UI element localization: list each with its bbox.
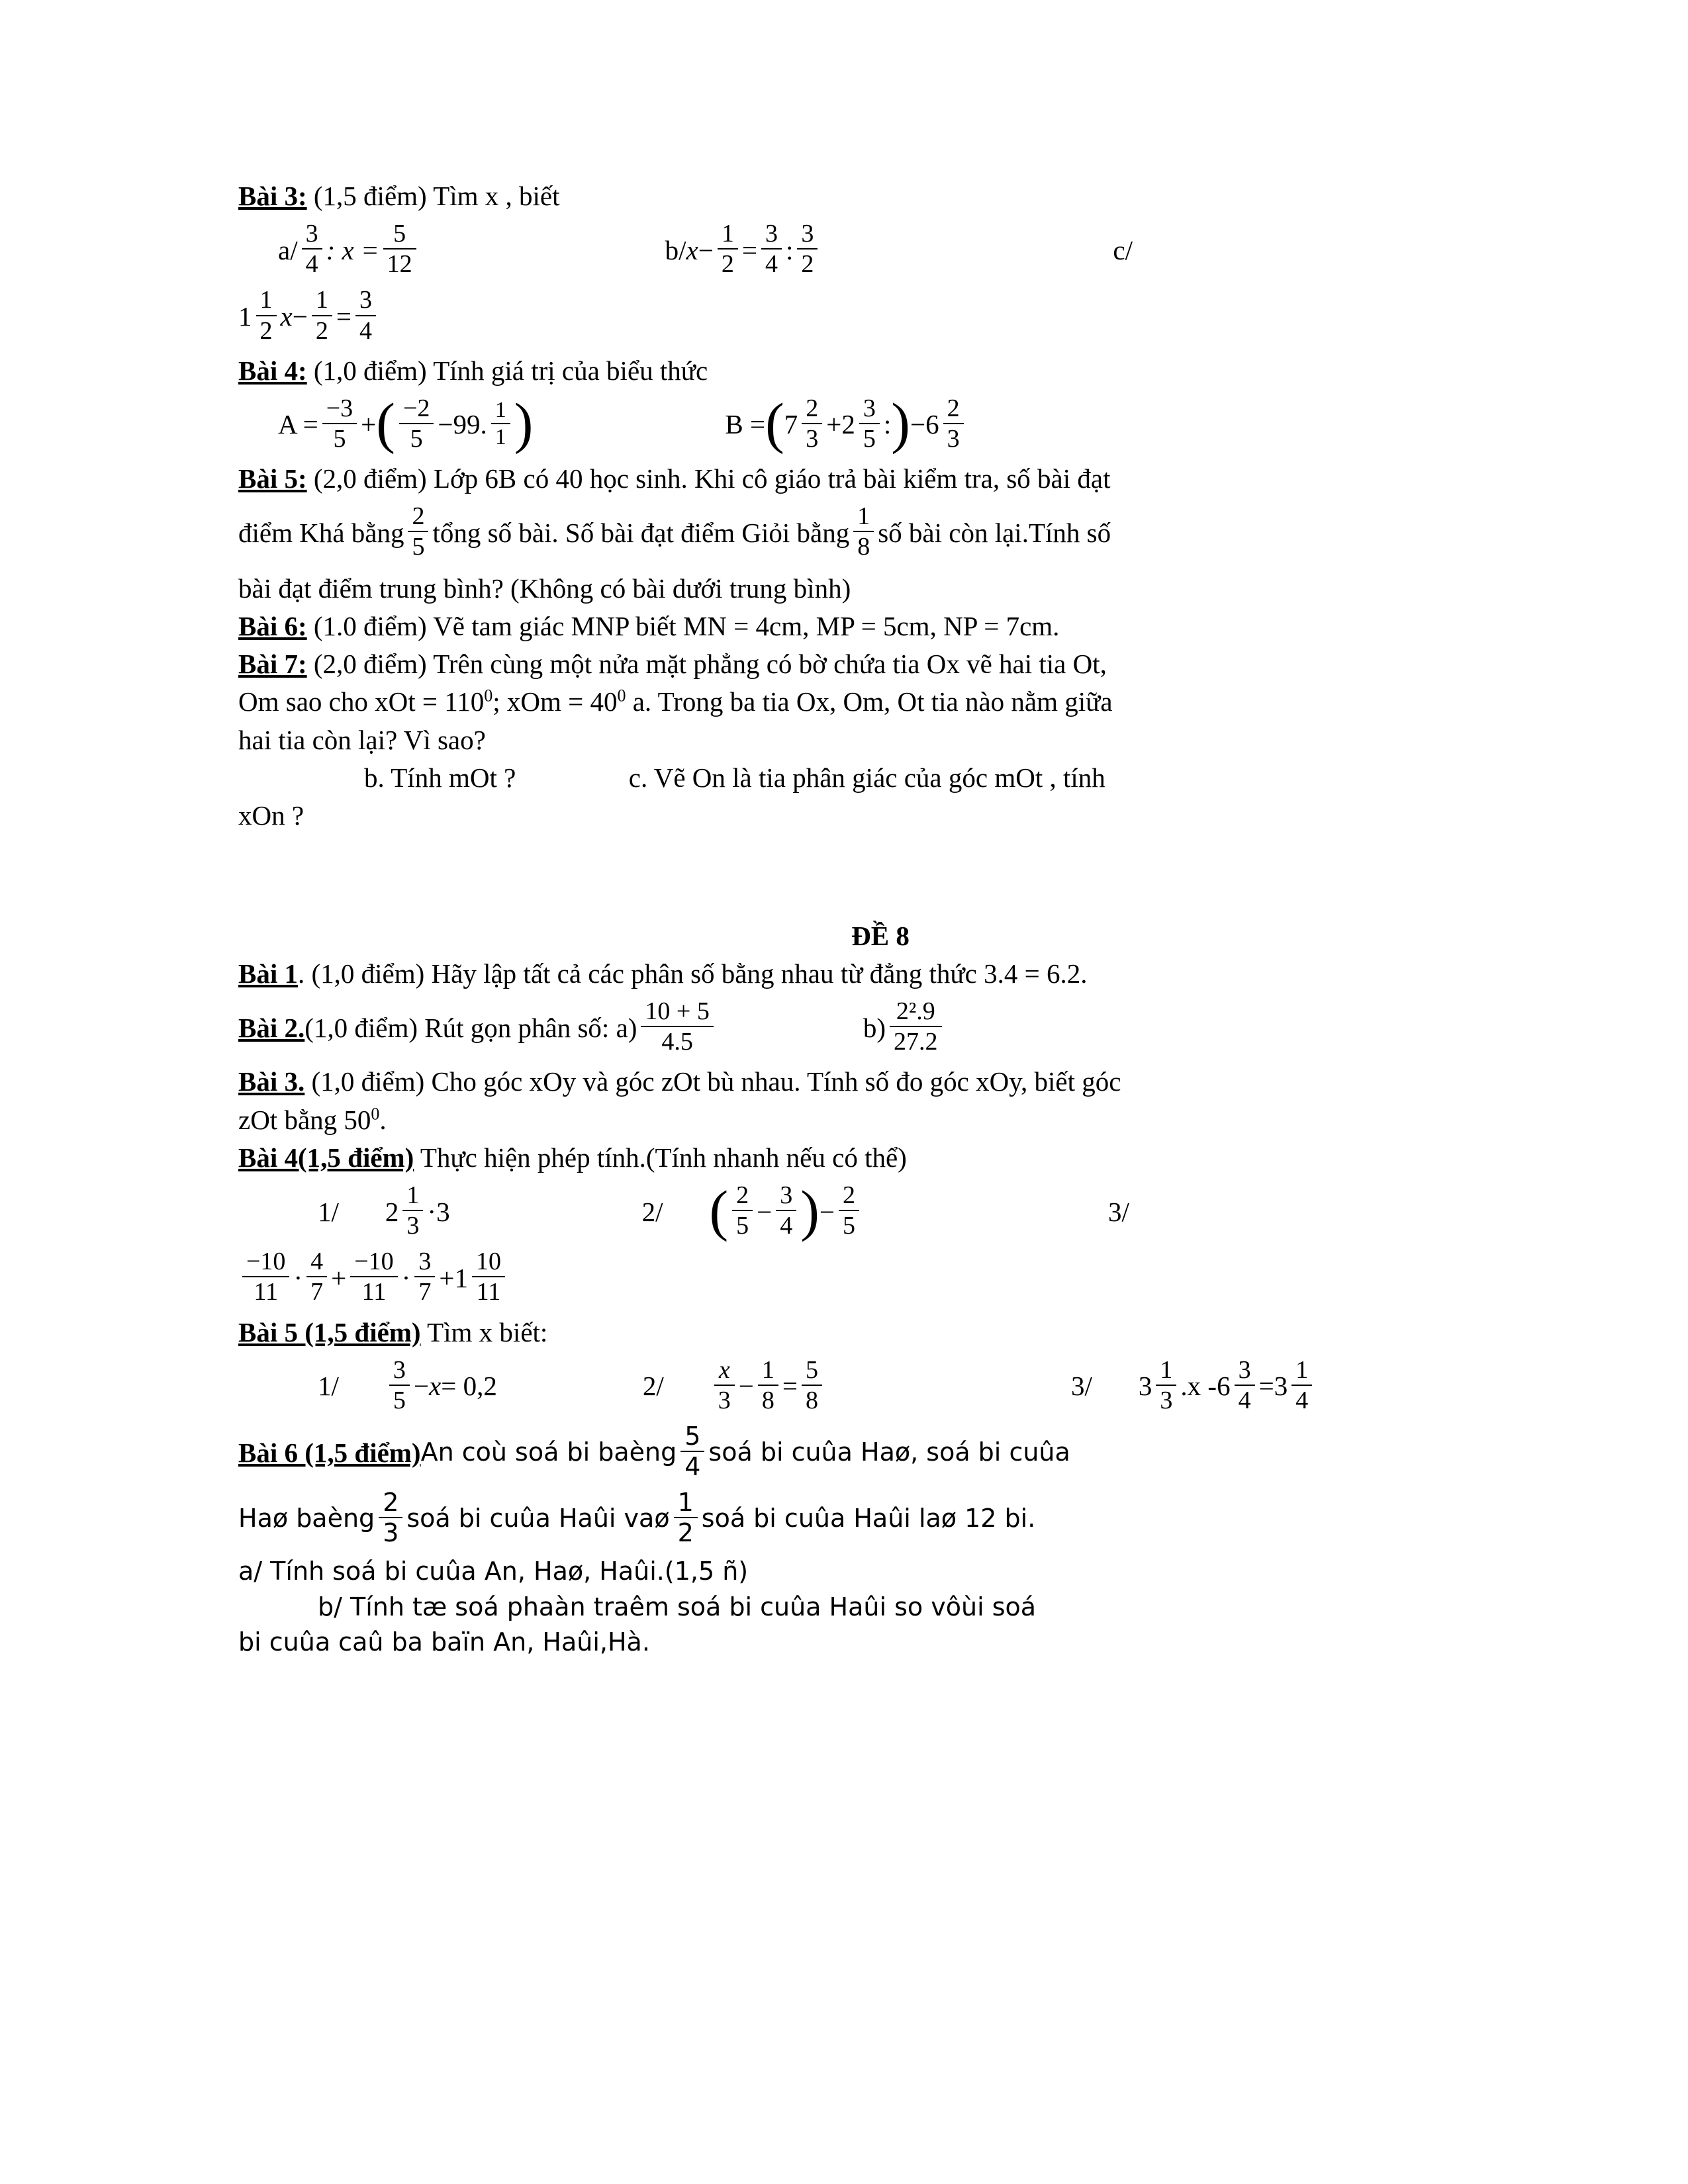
de8-bai5-item2-label: 2/ (642, 1371, 664, 1402)
de8-bai6-text2b: soá bi cuûa Haûi vaø (406, 1504, 670, 1533)
bai5-frac1: $\frac{2}{5}$ (408, 502, 428, 561)
bai4-b-frac2: $\frac{3}{5}$ (859, 394, 880, 453)
de8-bai5-item2-minus: − (738, 1371, 754, 1402)
de8-bai5-text: Tìm x biết: (427, 1316, 548, 1347)
de8-bai4-item3-dot1: · (293, 1262, 303, 1293)
bai3-parts-row (238, 220, 1523, 280)
de8-bai5-item3-frac3: $\frac{1}{4}$ (1291, 1355, 1312, 1415)
bai3-b-frac3: $\frac{3}{2}$ (797, 219, 818, 279)
section-spacer (238, 837, 1523, 878)
de8-bai6-label: Bài 6 (1,5 điểm) (238, 1437, 421, 1468)
de8-bai5-item3-w2: 6 (1217, 1371, 1231, 1402)
bai7-text5: xOn ? (238, 800, 305, 831)
de8-bai1-label: Bài 1 (238, 958, 298, 989)
de8-bai6-text1b: soá bi cuûa Haø, soá bi cuûa (708, 1437, 1070, 1467)
bai4-a-dot: . (480, 409, 487, 440)
de8-bai4-item1-frac: $\frac{1}{3}$ (402, 1181, 423, 1240)
de8-bai5-label: Bài 5 (1,5 điểm) (238, 1316, 421, 1347)
de8-bai4-item1-dot: · (427, 1196, 437, 1227)
bai4-a-paren-open: ( (376, 391, 395, 455)
de8-bai4-item2-minus1: − (757, 1196, 773, 1227)
de8-bai2-label: Bài 2. (238, 1012, 305, 1043)
bai4-a-paren-close: ) (514, 391, 534, 455)
bai7-text1: (2,0 điểm) Trên cùng một nửa mặt phẳng có bờ chứa tia Ox vẽ hai tia Ot, (313, 649, 1107, 680)
bai6-line (238, 609, 1523, 644)
bai3-b-colon: : (785, 234, 794, 265)
bai4-expressions (238, 391, 1523, 455)
bai3-b-minus: − (698, 234, 714, 265)
bai4-a-frac3: $\frac{1}{1}$ (491, 397, 510, 451)
de8-bai6-text3: a/ Tính soá bi cuûa An, Haø, Haûi.(1,5 ñ) (238, 1557, 749, 1586)
de8-bai4-item2-minus2: − (819, 1196, 835, 1227)
de8-bai6-text2c: soá bi cuûa Haûi laø 12 bi. (701, 1504, 1036, 1533)
de8-bai3-text2b: . (379, 1104, 387, 1135)
bai3-a-op: : x = (326, 234, 379, 265)
bai3-part-c-label: c/ (1113, 234, 1133, 265)
de8-bai6-frac1: $\frac{5}{4}$ (680, 1422, 704, 1481)
bai4-b-frac1: $\frac{2}{3}$ (802, 394, 822, 453)
de8-bai5-item3-eq: = (1258, 1371, 1274, 1402)
bai3-b-eq: = (741, 234, 757, 265)
de8-bai2-text: (1,0 điểm) Rút gọn phân số: a) (305, 1012, 637, 1043)
bai7-line1 (238, 647, 1523, 682)
bai7-text2a: Om sao cho xOt = 110 (238, 686, 485, 717)
bai7-text3: hai tia còn lại? Vì sao? (238, 724, 486, 755)
bai3-c-x: x (280, 300, 293, 332)
bai3-c-frac2: $\frac{1}{2}$ (312, 285, 332, 345)
bai3-points: (1,5 điểm) Tìm x , biết (313, 181, 560, 211)
de8-bai1-line (238, 956, 1523, 991)
bai3-a-frac1: $\frac{3}{4}$ (302, 219, 322, 279)
bai5-line2 (238, 503, 1523, 563)
bai3-c-frac3: $\frac{3}{4}$ (355, 285, 376, 345)
de8-bai5-item1-minus: − (413, 1371, 430, 1402)
de8-bai2-line (238, 998, 1523, 1058)
de8-bai6-text5: bi cuûa caû ba baïn An, Haûi,Hà. (238, 1627, 650, 1657)
de8-bai5-line (238, 1315, 1523, 1350)
bai7-text4b: c. Vẽ On là tia phân giác của góc mOt , tính (628, 762, 1105, 793)
de8-bai5-items-row (238, 1357, 1523, 1416)
bai5-line1 (238, 461, 1523, 496)
bai5-text1: (2,0 điểm) Lớp 6B có 40 học sinh. Khi cô giáo trả bài kiểm tra, số bài đạt (313, 463, 1111, 494)
bai4-b-colon: : (883, 409, 892, 440)
de8-bai5-item3-label: 3/ (1071, 1371, 1092, 1402)
de8-bai5-item1-eq: = 0,2 (441, 1371, 497, 1402)
de8-bai4-item3-frac5: $\frac{10}{11}$ (472, 1247, 505, 1306)
bai3-b-frac2: $\frac{3}{4}$ (761, 219, 782, 279)
bai5-label: Bài 5: (238, 463, 307, 494)
bai3-heading (238, 179, 1523, 214)
bai5-text2c: số bài còn lại.Tính số (878, 517, 1111, 548)
bai5-line3 (238, 571, 1523, 606)
de8-bai4-item3-label: 3/ (1108, 1196, 1129, 1227)
de8-bai5-item2-eq: = (782, 1371, 798, 1402)
bai7-sup1: 0 (484, 686, 493, 705)
de8-bai4-item3-frac4: $\frac{3}{7}$ (414, 1247, 435, 1306)
de8-bai4-item3-w: 1 (454, 1262, 468, 1293)
bai3-b-frac1: $\frac{1}{2}$ (718, 219, 738, 279)
de8-bai4-item2-paren-open: ( (709, 1178, 729, 1242)
bai7-line2 (238, 684, 1523, 719)
bai3-part-c-expr (238, 287, 1523, 346)
de8-bai6-text2a: Haø baèng (238, 1504, 375, 1533)
de8-bai4-label: Bài 4(1,5 điểm) (238, 1142, 414, 1173)
de8-title: ĐỀ 8 (851, 920, 910, 951)
de8-bai5-item2-frac3: $\frac{5}{8}$ (802, 1355, 822, 1415)
bai7-line5 (238, 798, 1523, 833)
de8-bai4-item2-frac1: $\frac{2}{5}$ (732, 1181, 753, 1240)
bai4-b-name: B = (725, 409, 766, 440)
bai4-a-name: A = (278, 409, 318, 440)
de8-bai6-line1 (238, 1423, 1523, 1482)
bai3-c-eq: = (336, 300, 352, 332)
bai3-c-whole: 1 (238, 300, 252, 332)
de8-bai3-line1 (238, 1064, 1523, 1099)
de8-bai4-item2-paren-close: ) (800, 1178, 820, 1242)
de8-bai4-item2-frac3: $\frac{2}{5}$ (839, 1181, 859, 1240)
bai3-c-minus: − (292, 300, 308, 332)
bai4-b-plus: + (826, 409, 842, 440)
de8-bai4-item3-frac2: $\frac{4}{7}$ (306, 1247, 327, 1306)
bai6-label: Bài 6: (238, 610, 307, 641)
de8-bai5-item3-frac1: $\frac{1}{3}$ (1156, 1355, 1176, 1415)
de8-bai2-frac-b: $\frac{\text{2².9}}{27.2}$ (890, 997, 942, 1056)
bai7-text4a: b. Tính mOt ? (364, 762, 516, 793)
bai5-frac2: $\frac{1}{8}$ (853, 502, 874, 561)
de8-bai6-line3 (238, 1555, 1523, 1588)
bai4-heading (238, 353, 1523, 388)
de8-bai4-text: Thực hiện phép tính.(Tính nhanh nếu có thể) (420, 1142, 907, 1173)
bai5-text2b: tổng số bài. Số bài đạt điểm Giỏi bằng (432, 517, 850, 548)
de8-bai5-item3-dotx: .x - (1180, 1371, 1217, 1402)
bai4-b-w2: 2 (841, 409, 855, 440)
bai4-a-frac1: $\frac{-3}{5}$ (322, 394, 357, 453)
bai4-b-minus: − (910, 409, 926, 440)
bai3-label: Bài 3: (238, 181, 307, 211)
de8-bai3-text2a: zOt bằng 50 (238, 1104, 371, 1135)
de8-bai4-item3-plus2: + (439, 1262, 455, 1293)
bai7-sup2: 0 (617, 686, 626, 705)
bai4-b-frac3: $\frac{2}{3}$ (943, 394, 964, 453)
de8-bai4-item3-dot2: · (401, 1262, 411, 1293)
de8-bai4-item2-frac2: $\frac{3}{4}$ (776, 1181, 796, 1240)
bai4-points: (1,0 điểm) Tính giá trị của biểu thức (313, 355, 708, 386)
de8-bai4-line (238, 1140, 1523, 1175)
bai4-b-w3: 6 (925, 409, 939, 440)
bai7-line4 (238, 760, 1523, 796)
de8-bai3-sup: 0 (371, 1103, 380, 1123)
bai3-c-mixed-frac: $\frac{1}{2}$ (256, 285, 277, 345)
de8-bai2-frac-a: $\frac{10 + 5}{4.5}$ (641, 997, 713, 1056)
de8-bai5-item1-label: 1/ (318, 1371, 339, 1402)
de8-bai5-item1-x: x (429, 1371, 442, 1402)
bai5-text3: bài đạt điểm trung bình? (Không có bài dưới trung bình) (238, 572, 851, 604)
bai7-line3 (238, 723, 1523, 758)
bai4-a-frac2: $\frac{-2}{5}$ (399, 394, 434, 453)
bai4-b-paren-close: ) (891, 391, 910, 455)
de8-bai5-item3-w3: 3 (1274, 1371, 1288, 1402)
bai7-text2b: ; xOm = 40 (492, 686, 618, 717)
de8-bai4-item2-label: 2/ (641, 1196, 663, 1227)
de8-bai5-item3-frac2: $\frac{3}{4}$ (1235, 1355, 1255, 1415)
de8-bai6-line4 (238, 1591, 1523, 1623)
de8-bai3-line2 (238, 1103, 1523, 1138)
de8-bai1-text: . (1,0 điểm) Hãy lập tất cả các phân số bằng nhau từ đẳng thức 3.4 = 6.2. (298, 958, 1088, 989)
de8-bai6-text4: b/ Tính tæ soá phaàn traêm soá bi cuûa Haûi so vôùi soá (318, 1592, 1037, 1621)
de8-bai3-text1: (1,0 điểm) Cho góc xOy và góc zOt bù nhau. Tính số đo góc xOy, biết góc (311, 1066, 1121, 1097)
bai3-a-frac2: $\frac{5}{12}$ (383, 219, 416, 279)
de8-bai2-label-b: b) (863, 1012, 886, 1043)
bai6-text: (1.0 điểm) Vẽ tam giác MNP biết MN = 4cm, MP = 5cm, NP = 7cm. (313, 610, 1060, 641)
de8-bai5-item2-frac1: $\frac{x}{3}$ (714, 1355, 735, 1415)
de8-bai6-frac2: $\frac{2}{3}$ (379, 1488, 402, 1547)
bai3-part-b-label: b/ (665, 234, 686, 265)
bai3-part-a-label: a/ (278, 234, 298, 265)
de8-bai4-item1-n3: 3 (436, 1196, 450, 1227)
bai4-a-plus: + (361, 409, 377, 440)
de8-bai4-item3-frac3: $\frac{-10}{11}$ (350, 1247, 397, 1306)
de8-bai5-item3-w1: 3 (1138, 1371, 1152, 1402)
bai4-b-w1: 7 (784, 409, 798, 440)
de8-bai6-line5 (238, 1626, 1523, 1659)
bai7-text2c: a. Trong ba tia Ox, Om, Ot tia nào nằm giữa (632, 686, 1113, 717)
de8-bai3-label: Bài 3. (238, 1066, 305, 1097)
bai4-b-paren-open: ( (765, 391, 784, 455)
bai5-text2a: điểm Khá bằng (238, 517, 404, 548)
de8-bai5-item2-frac2: $\frac{1}{8}$ (758, 1355, 778, 1415)
de8-bai4-item3-plus: + (331, 1262, 347, 1293)
de8-bai4-item3-expr (238, 1248, 1523, 1308)
de8-bai4-item3-frac1: $\frac{-10}{11}$ (242, 1247, 289, 1306)
bai4-label: Bài 4: (238, 355, 307, 386)
bai4-a-minus: − (438, 409, 453, 440)
de8-bai6-text1a: An coù soá bi baèng (420, 1437, 677, 1467)
bai4-a-99: 99 (453, 409, 481, 440)
section-spacer-2 (238, 878, 1523, 919)
de8-bai6-frac3: $\frac{1}{2}$ (674, 1488, 698, 1547)
de8-bai4-item1-w: 2 (385, 1196, 399, 1227)
bai7-label: Bài 7: (238, 649, 307, 680)
bai3-b-x: x (686, 234, 698, 265)
de8-bai4-items-row (238, 1178, 1523, 1242)
de8-bai6-line2 (238, 1489, 1523, 1549)
de8-bai5-item1-frac: $\frac{3}{5}$ (389, 1355, 410, 1415)
de8-bai4-item1-label: 1/ (318, 1196, 339, 1227)
